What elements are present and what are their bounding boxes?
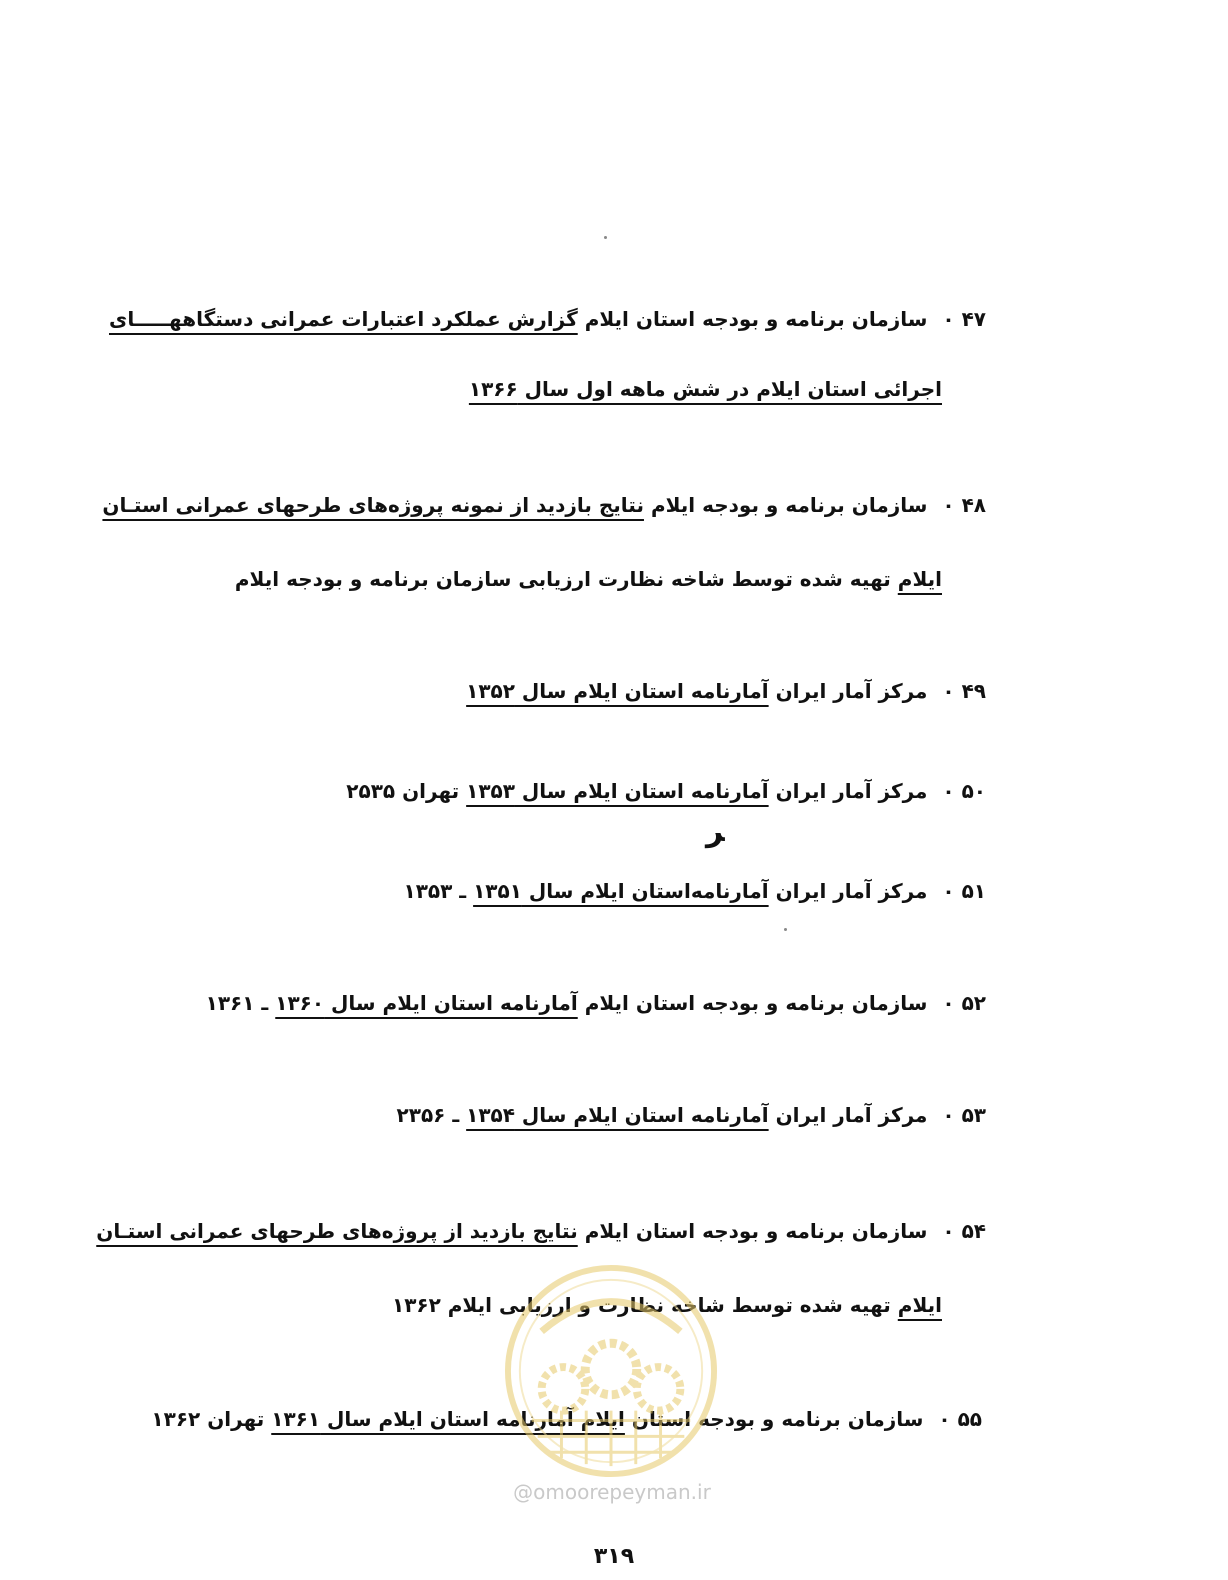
entry-author: سازمان برنامه و بودجه استان ایلام — [584, 307, 928, 331]
page-number: ۳۱۹ — [593, 1544, 635, 1569]
entry-author: سازمان برنامه و بودجه استان ایلام — [584, 991, 928, 1015]
entry-title: ایلام آمارنامه استان ایلام سال ۱۳۶۱ — [271, 1407, 625, 1431]
entry-52 — [206, 988, 986, 1018]
entry-number: ۵۴ ۰ — [942, 1219, 986, 1243]
entry-author: مرکز آمار ایران — [775, 879, 928, 903]
entry-55 — [151, 1404, 982, 1434]
speck — [604, 236, 607, 239]
entry-range: ـ ۱۳۶۱ — [205, 991, 269, 1015]
entry-title: نتایج بازدید از پروژه‌های طرحهای عمرانی استـان — [96, 1219, 578, 1243]
entry-number: ۴۷ ۰ — [942, 307, 986, 331]
entry-publisher: تهیه شده توسط شاخه نظارت و ارزیابی ایلام ۱۳۶۲ — [391, 1293, 891, 1317]
entry-title: آمارنامه‌استان ایلام سال ۱۳۵۱ — [473, 879, 769, 903]
entry-publisher: تهران ۱۳۶۲ — [151, 1407, 265, 1431]
handwritten-mark: ﺮ — [706, 814, 725, 849]
entry-range: ـ ۲۳۵۶ — [396, 1103, 460, 1127]
entry-53 — [397, 1100, 986, 1130]
entry-50 — [346, 776, 986, 806]
entry-54-line-2 — [392, 1290, 942, 1320]
entry-number: ۵۲ ۰ — [942, 991, 986, 1015]
entry-author: سازمان برنامه و بودجه ایلام — [650, 493, 928, 517]
entry-title: گزارش عملکرد اعتبارات عمرانی دستگاههـــــای — [109, 307, 578, 331]
speck — [784, 928, 787, 931]
entry-title: آمارنامه استان ایلام سال ۱۳۵۲ — [466, 679, 769, 703]
entry-author: مرکز آمار ایران — [775, 1103, 928, 1127]
entry-47-line-1 — [109, 304, 986, 334]
entry-49 — [466, 676, 986, 706]
entry-title-cont: اجرائی استان ایلام در شش ماهه اول سال ۱۳۶۶ — [468, 377, 942, 401]
entry-author: سازمان برنامه و بودجه استان ایلام — [584, 1219, 928, 1243]
entry-author: سازمان برنامه و بودجه استان — [631, 1407, 924, 1431]
entry-number: ۴۹ ۰ — [942, 679, 986, 703]
entry-title: آمارنامه استان ایلام سال ۱۳۵۳ — [466, 779, 769, 803]
entry-48-line-1 — [102, 490, 986, 520]
entry-number: ۵۳ ۰ — [942, 1103, 986, 1127]
entry-author: مرکز آمار ایران — [775, 779, 928, 803]
entry-54-line-1 — [96, 1216, 986, 1246]
entry-publisher: تهران ۲۵۳۵ — [346, 779, 460, 803]
entry-title: آمارنامه استان ایلام سال ۱۳۶۰ — [275, 991, 578, 1015]
entry-number: ۵۰ ۰ — [942, 779, 986, 803]
entry-47-line-2 — [469, 374, 942, 404]
entry-title-cont: ایلام — [897, 1293, 942, 1317]
entry-range: ـ ۱۳۵۳ — [403, 879, 467, 903]
entry-51 — [403, 876, 986, 906]
entry-author: مرکز آمار ایران — [775, 679, 928, 703]
entry-title: آمارنامه استان ایلام سال ۱۳۵۴ — [466, 1103, 769, 1127]
entry-number: ۵۵ ۰ — [938, 1407, 982, 1431]
entry-number: ۵۱ ۰ — [942, 879, 986, 903]
entry-title: نتایج بازدید از نمونه پروژه‌های طرحهای عمرانی استـان — [102, 493, 644, 517]
entry-48-line-2 — [235, 564, 942, 594]
entry-publisher: تهیه شده توسط شاخه نظارت ارزیابی سازمان برنامه و بودجه ایلام — [234, 567, 891, 591]
entry-number: ۴۸ ۰ — [942, 493, 986, 517]
entry-title-cont: ایلام — [897, 567, 942, 591]
watermark-site-text: @omoorepeyman.ir — [513, 1480, 711, 1504]
